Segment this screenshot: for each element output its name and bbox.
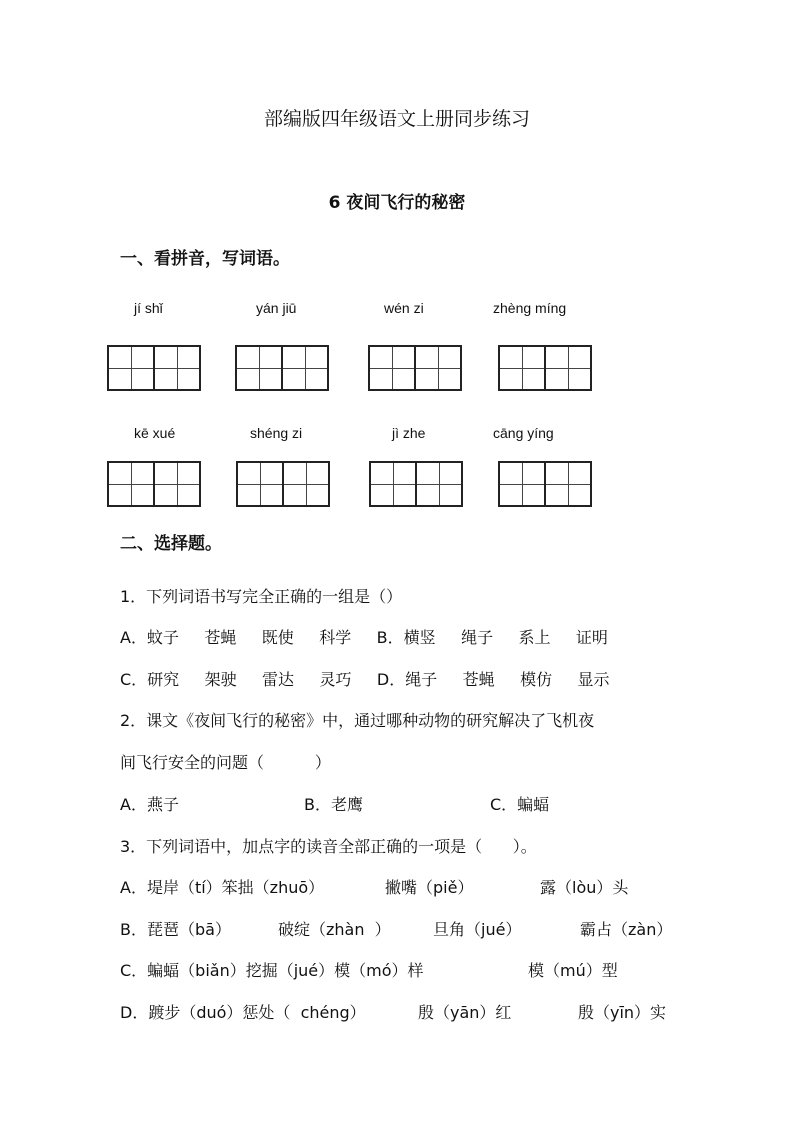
question-3-option-c: 模（mú）型 (528, 961, 618, 980)
pinyin-label: yán jiū (256, 300, 297, 316)
lesson-title: 6 夜间飞行的秘密 (328, 193, 466, 213)
pinyin-label: shéng zi (250, 425, 303, 441)
writing-grid[interactable] (235, 345, 329, 391)
question-3-option-b: 霸占（zàn） (580, 920, 673, 939)
question-1-options-c-d: C．研究 架驶 雷达 灵巧 D．绳子 苍蝇 模仿 显示 (120, 670, 610, 689)
question-3-option-b: 旦角（jué） (433, 920, 522, 939)
writing-grid[interactable] (107, 345, 201, 391)
writing-grid[interactable] (368, 345, 462, 391)
pinyin-label: zhèng míng (493, 300, 567, 316)
pinyin-label: wén zi (384, 300, 424, 316)
pinyin-label: jì zhe (392, 425, 426, 441)
writing-grid[interactable] (498, 461, 592, 507)
question-2-option-c: C．蝙蝠 (490, 795, 550, 814)
question-3: 3．下列词语中，加点字的读音全部正确的一项是（ ）。 (120, 837, 537, 856)
question-3-option-a: 撇嘴（piě） (385, 878, 474, 897)
question-2-option-b: B．老鹰 (304, 795, 363, 814)
question-2-cont: 间飞行安全的问题（ ） (120, 753, 331, 772)
page-title: 部编版四年级语文上册同步练习 (263, 108, 530, 130)
question-3-option-a: 露（lòu）头 (540, 878, 629, 897)
question-3-option-c: C．蝙蝠（biǎn）挖掘（jué）模（mó）样 (120, 961, 424, 980)
question-1-options-a-b: A．蚊子 苍蝇 既使 科学 B．横竖 绳子 系上 证明 (120, 628, 608, 647)
pinyin-label: kē xué (134, 425, 176, 441)
question-3-option-a: A．堤岸（tí）笨拙（zhuō） (120, 878, 325, 897)
question-3-option-d: 殷（yīn）实 (578, 1003, 667, 1022)
writing-grid[interactable] (107, 461, 201, 507)
pinyin-label: jí shǐ (134, 300, 163, 316)
writing-grid[interactable] (236, 461, 330, 507)
section1-heading: 一、看拼音，写词语。 (120, 249, 290, 269)
question-1: 1．下列词语书写完全正确的一组是（） (120, 587, 403, 606)
question-3-option-d: D．踱步（duó）惩处（ chéng） (120, 1003, 366, 1022)
section2-heading: 二、选择题。 (120, 534, 222, 554)
writing-grid[interactable] (498, 345, 592, 391)
pinyin-label: cāng yíng (493, 425, 554, 441)
writing-grid[interactable] (369, 461, 463, 507)
question-2-option-a: A．燕子 (120, 795, 179, 814)
question-3-option-b: B．琵琶（bā） (120, 920, 231, 939)
question-3-option-b: 破绽（zhàn ） (278, 920, 391, 939)
question-2: 2．课文《夜间飞行的秘密》中，通过哪种动物的研究解决了飞机夜 (120, 711, 595, 730)
question-3-option-d: 殷（yān）红 (418, 1003, 512, 1022)
